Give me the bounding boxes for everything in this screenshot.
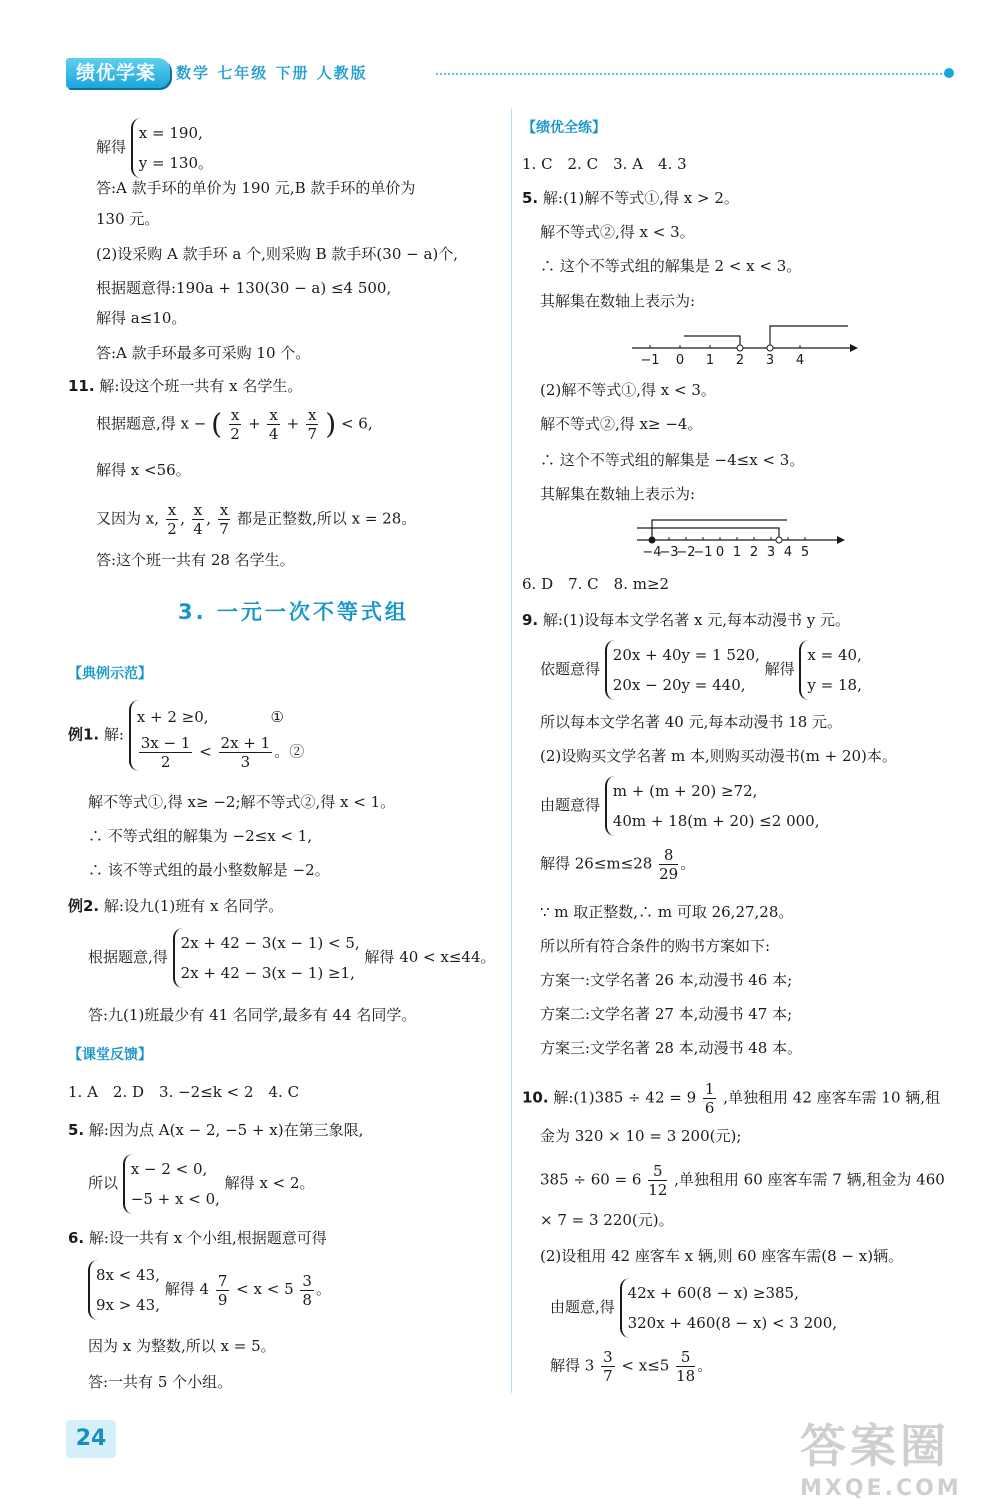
line: 答:九(1)班最少有 41 名同学,最多有 44 名同学。 bbox=[88, 1006, 417, 1024]
inequality-system: x − 2 < 0, −5 + x < 0, bbox=[123, 1154, 220, 1214]
text: 解得 bbox=[764, 660, 795, 678]
fraction: $\frac{x}{2}$ bbox=[230, 406, 240, 443]
line: ∴ 不等式组的解集为 −2≤x < 1, bbox=[88, 827, 313, 845]
line bbox=[88, 1154, 315, 1214]
solution-set-marks bbox=[684, 326, 848, 348]
text: 解得 bbox=[96, 138, 127, 156]
fraction: $\frac{5}{18}$ bbox=[676, 1348, 696, 1385]
line: × 7 = 3 220(元)。 bbox=[540, 1211, 674, 1229]
line: 答:一共有 5 个小组。 bbox=[88, 1373, 233, 1391]
line: 根据题意得:190a + 130(30 − a) ≤4 500, bbox=[96, 279, 392, 297]
line: 解得 26≤m≤28 $\frac{8}{29}$ 。 bbox=[540, 846, 696, 883]
page-number: 24 bbox=[66, 1420, 116, 1458]
question-5 bbox=[68, 1120, 363, 1140]
fraction: $\frac{2x + 1}{3}$ bbox=[220, 734, 271, 771]
fraction: $\frac{x}{4}$ bbox=[268, 406, 279, 443]
line: 方案三:文学名著 28 本,动漫书 48 本。 bbox=[540, 1039, 803, 1057]
tick-label: 0 bbox=[715, 545, 725, 560]
text: < 6, bbox=[340, 414, 373, 433]
number-line-2 bbox=[627, 508, 957, 568]
tick-label: −1 bbox=[693, 545, 713, 560]
text: 解:设一共有 x 个小组,根据题意可得 bbox=[88, 1229, 327, 1247]
inequality-system: x + 2 ≥0, ① $\frac{3x - 1}{2}$ < $\frac{2x + 1}{3}$ 。② bbox=[129, 700, 304, 771]
line: 所以所有符合条件的购书方案如下: bbox=[540, 937, 771, 955]
text: 又因为 x, bbox=[96, 509, 159, 528]
tick-label: 2 bbox=[735, 353, 745, 368]
equation: y = 130。 bbox=[138, 154, 214, 172]
question-number: 9. bbox=[522, 611, 539, 629]
text: 解:(1)385 ÷ 42 = 9 bbox=[553, 1088, 697, 1107]
equation-system: 20x + 40y = 1 520, 20x − 20y = 440, bbox=[605, 640, 760, 700]
example-1 bbox=[68, 700, 304, 771]
number-line-1 bbox=[622, 318, 962, 378]
text: 385 ÷ 60 = 6 bbox=[540, 1170, 642, 1189]
question-11 bbox=[68, 376, 302, 396]
line: 解得 a≤10。 bbox=[96, 309, 187, 327]
open-point bbox=[776, 537, 782, 543]
fraction: $\frac{x}{2}$ bbox=[167, 501, 177, 538]
tick-label: −1 bbox=[640, 353, 660, 368]
question-number: 6. bbox=[68, 1229, 85, 1247]
text: 解:设九(1)班有 x 名同学。 bbox=[103, 897, 284, 915]
text: 解得 x < 2。 bbox=[224, 1174, 315, 1192]
fraction: $\frac{3x - 1}{2}$ bbox=[140, 734, 191, 771]
line: 8x < 43, 9x > 43, 解得 4 $\frac{7}{9}$ < x < 5 $\frac{3}{8}$ 。 bbox=[88, 1260, 331, 1320]
open-point bbox=[737, 345, 743, 351]
section-tag: 【绩优全练】 bbox=[522, 120, 606, 136]
line: (2)解不等式①,得 x < 3。 bbox=[540, 381, 716, 399]
example-2 bbox=[68, 896, 283, 916]
line: 方案二:文学名著 27 本,动漫书 47 本; bbox=[540, 1005, 793, 1023]
line: ∴ 这个不等式组的解集是 2 < x < 3。 bbox=[540, 257, 802, 275]
text: 解得 3 bbox=[550, 1356, 595, 1375]
paren: ) bbox=[325, 407, 337, 441]
line: ∵ m 取正整数,∴ m 可取 26,27,28。 bbox=[540, 903, 794, 921]
question-number: 5. bbox=[68, 1121, 85, 1139]
axis-arrow-icon bbox=[850, 344, 858, 352]
line: 答:A 款手环最多可采购 10 个。 bbox=[96, 344, 311, 362]
inequality-system: 2x + 42 − 3(x − 1) < 5, 2x + 42 − 3(x − 1) ≥1, bbox=[173, 928, 360, 988]
fraction: $\frac{3}{7}$ bbox=[603, 1348, 613, 1385]
tick-label: 4 bbox=[795, 353, 805, 368]
text: 解得 26≤m≤28 bbox=[540, 854, 653, 873]
tick-label: −3 bbox=[659, 545, 679, 560]
text: 解:(1)设每本文学名著 x 元,每本动漫书 y 元。 bbox=[542, 611, 850, 629]
tick-label: 1 bbox=[732, 545, 742, 560]
line bbox=[540, 776, 819, 836]
tick-label: 4 bbox=[783, 545, 793, 560]
line: (2)设租用 42 座客车 x 辆,则 60 座客车需(8 − x)辆。 bbox=[540, 1247, 904, 1265]
question-9 bbox=[522, 610, 850, 630]
section-tag: 【典例示范】 bbox=[68, 666, 152, 682]
section-title: 3. 一元一次不等式组 bbox=[178, 600, 409, 624]
text: 解:(1)解不等式①,得 x > 2。 bbox=[542, 189, 739, 207]
header-dotted-line bbox=[436, 73, 946, 75]
example-number: 例2. bbox=[68, 897, 100, 915]
section-tag: 【课堂反馈】 bbox=[68, 1047, 152, 1063]
line: 又因为 x, $\frac{x}{2}$ , $\frac{x}{4}$ , $\frac{x}{7}$ 都是正整数,所以 x = 28。 bbox=[96, 501, 417, 538]
text: 解:设这个班一共有 x 名学生。 bbox=[99, 377, 303, 395]
line bbox=[88, 928, 496, 988]
line: 所以每本文学名著 40 元,每本动漫书 18 元。 bbox=[540, 713, 843, 731]
question-10 bbox=[522, 1080, 940, 1117]
text: 根据题意,得 x − bbox=[96, 414, 207, 433]
column-divider bbox=[511, 108, 512, 1393]
text: 解得 4 bbox=[164, 1280, 210, 1298]
fraction: $\frac{7}{9}$ bbox=[217, 1271, 228, 1309]
line bbox=[540, 640, 862, 700]
text: 解:因为点 A(x − 2, −5 + x)在第三象限, bbox=[88, 1121, 364, 1139]
line: 解得 3 $\frac{3}{7}$ < x≤5 $\frac{5}{18}$ 。 bbox=[550, 1348, 713, 1385]
line: 解不等式②,得 x≥ −4。 bbox=[540, 415, 703, 433]
line: 其解集在数轴上表示为: bbox=[540, 485, 696, 503]
tick-label: 5 bbox=[800, 545, 810, 560]
line bbox=[540, 1162, 945, 1199]
question-6 bbox=[68, 1228, 327, 1248]
solution-set-marks bbox=[637, 520, 787, 540]
line: 金为 320 × 10 = 3 200(元); bbox=[540, 1127, 742, 1145]
watermark-logo: 答案圈 MXQE.COM bbox=[800, 1419, 962, 1501]
fraction: $\frac{8}{29}$ bbox=[659, 846, 679, 883]
fraction: $\frac{5}{12}$ bbox=[648, 1162, 668, 1199]
fraction: $\frac{x}{4}$ bbox=[193, 501, 203, 538]
text: 由题意,得 bbox=[550, 1298, 615, 1316]
inequality-system: 8x < 43, 9x > 43, bbox=[88, 1260, 160, 1320]
line: 其解集在数轴上表示为: bbox=[540, 292, 696, 310]
answers-line: 1. A 2. D 3. −2≤k < 2 4. C bbox=[68, 1083, 300, 1101]
question-5 bbox=[522, 188, 739, 208]
tick-label: −4 bbox=[642, 545, 662, 560]
line bbox=[96, 118, 213, 178]
text: < x < 5 bbox=[236, 1280, 294, 1298]
line: 根据题意,得 x − ( $\frac{x}{2}$ + $\frac{x}{4}$ + $\frac{x}{7}$ ) < 6, bbox=[96, 406, 373, 443]
tick-label: −2 bbox=[676, 545, 696, 560]
fraction: $\frac{x}{7}$ bbox=[307, 406, 317, 443]
line: 答:A 款手环的单价为 190 元,B 款手环的单价为 bbox=[96, 179, 416, 197]
line: ∴ 这个不等式组的解集是 −4≤x < 3。 bbox=[540, 451, 805, 469]
tick-label: 0 bbox=[675, 353, 685, 368]
inequality-system: m + (m + 20) ≥72, 40m + 18(m + 20) ≤2 000, bbox=[605, 776, 820, 836]
line: 130 元。 bbox=[96, 210, 160, 228]
book-subtitle: 数学 七年级 下册 人教版 bbox=[176, 64, 368, 82]
text: ,单独租用 42 座客车需 10 辆,租 bbox=[723, 1088, 941, 1107]
page-header bbox=[66, 58, 956, 90]
answers-line: 6. D 7. C 8. m≥2 bbox=[522, 575, 670, 593]
fraction: $\frac{x}{7}$ bbox=[219, 501, 229, 538]
text: 依题意得 bbox=[540, 660, 601, 678]
question-number: 10. bbox=[522, 1088, 549, 1107]
paren: ( bbox=[211, 407, 223, 441]
text: 都是正整数,所以 x = 28。 bbox=[237, 509, 417, 528]
line: 解得 x <56。 bbox=[96, 461, 191, 479]
open-point bbox=[767, 345, 773, 351]
text: 由题意得 bbox=[540, 796, 601, 814]
header-dot-icon bbox=[944, 68, 954, 78]
text: < x≤5 bbox=[621, 1356, 670, 1375]
line: 答:这个班一共有 28 名学生。 bbox=[96, 551, 295, 569]
fraction: $\frac{3}{8}$ bbox=[302, 1271, 312, 1309]
equation-system: x = 40, y = 18, bbox=[799, 640, 861, 700]
question-number: 11. bbox=[68, 377, 95, 395]
line: 方案一:文学名著 26 本,动漫书 46 本; bbox=[540, 971, 793, 989]
line: 解不等式②,得 x < 3。 bbox=[540, 223, 695, 241]
text: 解: bbox=[103, 725, 124, 744]
text: 所以 bbox=[88, 1174, 119, 1192]
text: 解得 40 < x≤44。 bbox=[364, 948, 496, 966]
tick-label: 3 bbox=[766, 545, 776, 560]
line: 解不等式①,得 x≥ −2;解不等式②,得 x < 1。 bbox=[88, 793, 396, 811]
line: (2)设购买文学名著 m 本,则购买动漫书(m + 20)本。 bbox=[540, 747, 897, 765]
answers-line: 1. C 2. C 3. A 4. 3 bbox=[522, 155, 687, 173]
inequality-system: 42x + 60(8 − x) ≥385, 320x + 460(8 − x) < 3 200, bbox=[620, 1278, 837, 1338]
question-number: 5. bbox=[522, 189, 539, 207]
text: ,单独租用 60 座客车需 7 辆,租金为 460 bbox=[674, 1170, 945, 1189]
equation: x = 190, bbox=[138, 124, 203, 142]
closed-point bbox=[649, 537, 655, 543]
tick-label: 2 bbox=[749, 545, 759, 560]
brand-badge: 绩优学案 bbox=[66, 58, 170, 88]
line: 因为 x 为整数,所以 x = 5。 bbox=[88, 1337, 276, 1355]
axis-arrow-icon bbox=[837, 536, 845, 544]
text: 根据题意,得 bbox=[88, 948, 168, 966]
line: (2)设采购 A 款手环 a 个,则采购 B 款手环(30 − a)个, bbox=[96, 245, 459, 263]
line bbox=[550, 1278, 837, 1338]
tick-label: 3 bbox=[765, 353, 775, 368]
equation-system bbox=[131, 118, 213, 178]
example-number: 例1. bbox=[68, 725, 100, 744]
line: ∴ 该不等式组的最小整数解是 −2。 bbox=[88, 861, 330, 879]
tick-label: 1 bbox=[705, 353, 715, 368]
fraction: $\frac{1}{6}$ bbox=[704, 1080, 715, 1117]
